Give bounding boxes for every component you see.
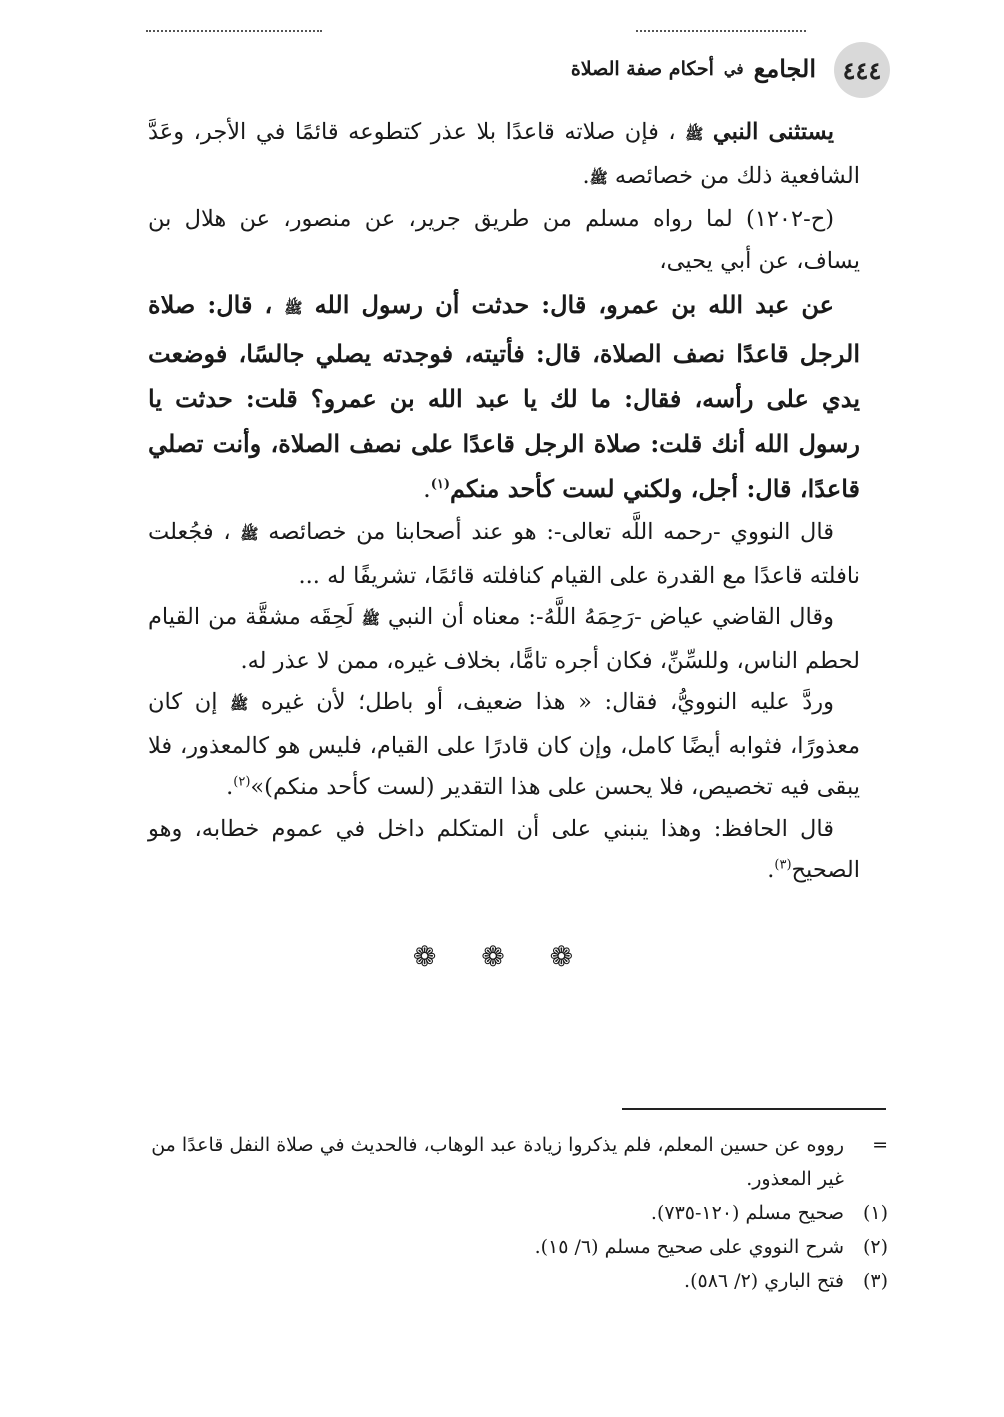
- footnote-mark: =: [872, 1134, 888, 1156]
- footnote-text: شرح النووي على صحيح مسلم (٦/ ١٥).: [534, 1236, 844, 1258]
- paragraph-text: لَحِقَه مشقَّة من القيام لحطم الناس، وللسِّنِّ، فكان أجره تامًّا، بخلاف غيره، ممن لا عذر له.: [148, 604, 860, 674]
- footnote-ref: (٢): [233, 774, 251, 790]
- running-title-word: في: [723, 59, 744, 78]
- hadith-part: ، قال: صلاة الرجل قاعدًا نصف الصلاة، قال: فأتيته، فوجدته يصلي جالسًا، فوضعت يدي على رأسه، فقال: ما لك يا عبد الله بن عمرو؟ قلت: حدثت يا رسول الله أنك قلت: صلاة الرجل قاعدًا على نصف الصلاة، وأنت تصلي قاعدًا، قال: أجل، ولكني لست كأحد منكم: [148, 290, 860, 503]
- paragraph-text: ، فإن صلاته قاعدًا بلا عذر كتطوعه قائمًا في الأجر، وعَدَّ الشافعية ذلك من خصائصه: [148, 119, 860, 189]
- footnote-ref: (٣): [774, 857, 792, 873]
- footnote-mark: (٣): [862, 1270, 888, 1292]
- header-dotted-rule: [636, 30, 806, 32]
- section-ornament-icon: ❁ ❁ ❁: [412, 940, 592, 973]
- main-text: [148, 112, 860, 892]
- footnote: [148, 1230, 888, 1264]
- paragraph-text: ، فجُعلت نافلته قاعدًا مع القدرة على القيام كنافلته قائمًا، تشريفًا له ...: [148, 519, 860, 589]
- paragraph: [148, 512, 860, 597]
- footnote-text: فتح الباري (٢/ ٥٨٦).: [684, 1270, 844, 1292]
- paragraph-text: إن كان معذورًا، فثوابه أيضًا كامل، وإن كان قادرًا على القيام، فليس هو كالمعذور، فلا يبقى فيه تخصيص، فلا يحسن على هذا التقدير (لست كأحد منكم)»: [148, 689, 860, 800]
- footnote-ref: (١): [430, 477, 451, 492]
- salutation-glyph: ﷺ: [361, 610, 380, 628]
- header-dotted-rule: [146, 30, 322, 32]
- salutation-glyph: ﷺ: [240, 525, 259, 543]
- page-header: [140, 42, 890, 102]
- page-number: ٤٤٤: [834, 42, 890, 98]
- paragraph: (ح-١٢٠٢) لما رواه مسلم من طريق جرير، عن منصور، عن هلال بن يساف، عن أبي يحيى،: [148, 206, 860, 274]
- running-title-word: الجامع: [753, 54, 816, 83]
- hadith-text: عن عبد الله بن عمرو، قال: حدثت أن رسول الله ﷺ ، قال: صلاة الرجل قاعدًا نصف الصلاة، قال: فأتيته، فوجدته يصلي جالسًا، فوضعت يدي على رأسه، فقال: ما لك يا عبد الله بن عمرو؟ قلت: حدثت يا رسول الله أنك قلت: صلاة الرجل قاعدًا على نصف الصلاة، وأنت تصلي قاعدًا، قال: أجل، ولكني لست كأحد منكم$^{(١)}$.: [148, 290, 860, 503]
- salutation-glyph: ﷺ: [685, 125, 704, 143]
- footnote-mark: (٢): [862, 1236, 888, 1258]
- hadith-part: عن عبد الله بن عمرو، قال: حدثت أن رسول الله: [314, 290, 835, 319]
- paragraph: يستثنى النبي ﷺ ، فإن صلاته قاعدًا بلا عذر كتطوعه قائمًا في الأجر، وعَدَّ الشافعية ذلك من خصائصه ﷺ.: [148, 119, 860, 189]
- footnote-rule: [622, 1108, 886, 1110]
- footnote-text: رووه عن حسين المعلم، فلم يذكروا زيادة عبد الوهاب، فالحديث في صلاة النفل قاعدًا من غير المعذور.: [151, 1134, 844, 1190]
- paragraph-text: وردَّ عليه النوويُّ، فقال: « هذا ضعيف، أو باطل؛ لأن غيره: [260, 689, 834, 715]
- paragraph-text: قال الحافظ: وهذا ينبني على أن المتكلم داخل في عموم خطابه، وهو الصحيح: [148, 815, 860, 883]
- footnote-text: صحيح مسلم (١٢٠-٧٣٥).: [650, 1202, 844, 1224]
- bold-phrase: يستثنى النبي: [712, 119, 834, 145]
- footnote-mark: (١): [862, 1202, 888, 1224]
- paragraph: وردَّ عليه النوويُّ، فقال: « هذا ضعيف، أو باطل؛ لأن غيره ﷺ إن كان معذورًا، فثوابه أيضًا كامل، وإن كان قادرًا على القيام، فليس هو كالمعذور، فلا يبقى فيه تخصيص، فلا يحسن على هذا التقدير (لست كأحد منكم)»$^{(٢)}$.: [148, 689, 860, 800]
- paragraph-text: قال النووي -رحمه اللَّه تعالى-: هو عند أصحابنا من خصائصه: [268, 519, 835, 545]
- paragraph-text: وقال القاضي عياض -رَحِمَهُ اللَّهُ-: معناه أن النبي: [387, 604, 835, 630]
- footnotes: [148, 1128, 888, 1298]
- salutation-glyph: ﷺ: [589, 168, 608, 187]
- footnote: [148, 1128, 888, 1196]
- running-title-word: أحكام صفة الصلاة: [570, 57, 714, 80]
- paragraph: [148, 597, 860, 682]
- paragraph: قال الحافظ: وهذا ينبني على أن المتكلم داخل في عموم خطابه، وهو الصحيح$^{(٣)}$.: [148, 815, 860, 883]
- footnote: [148, 1196, 888, 1230]
- salutation-glyph: ﷺ: [284, 299, 303, 317]
- salutation-glyph: ﷺ: [230, 695, 249, 713]
- footnote: [148, 1264, 888, 1298]
- running-title: [571, 54, 816, 83]
